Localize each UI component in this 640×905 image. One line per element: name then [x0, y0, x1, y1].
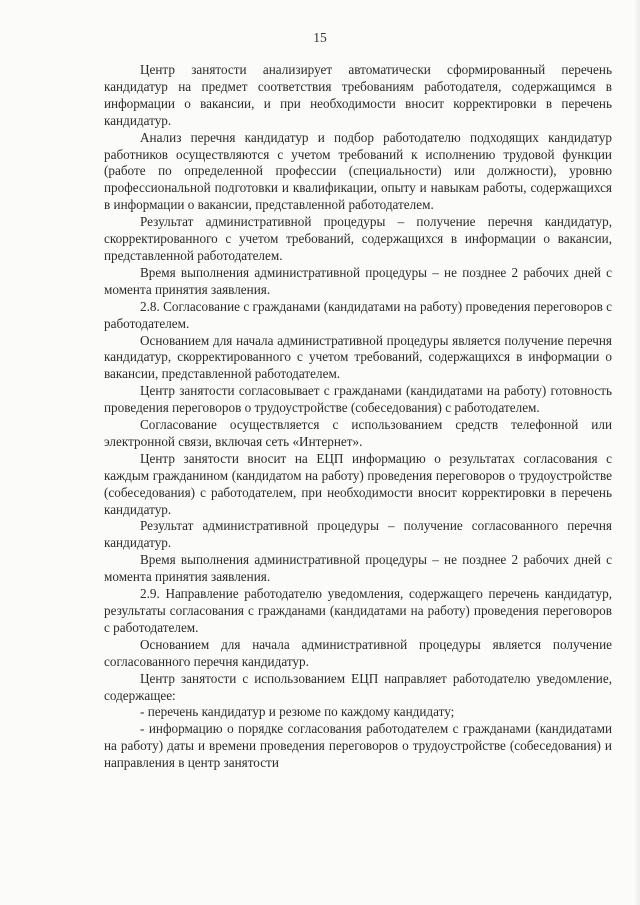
- paragraph-3: Результат административной процедуры – получение перечня кандидатур, скорректированного с учетом требований, содержащихся в информации о вакансии, представленной работодателем.: [104, 214, 612, 263]
- paragraph-9: Центр занятости вносит на ЕЦП информацию о результатах согласования с каждым гражданином (кандидатом на работу) проведения переговоров о трудоустройстве (собеседования) с работодателем, при необходимости вносит корректировки в перечень кандидатур.: [104, 450, 612, 517]
- paragraph-1: Центр занятости анализирует автоматически сформированный перечень кандидатур на предмет соответствия требованиям работодателя, содержащимся в информации о вакансии, и при необходимости вносит корректировки в перечень кандидатур.: [104, 62, 612, 128]
- paragraph-6: Основанием для начала административной процедуры является получение перечня кандидатур, скорректированного с учетом требований, содержащихся в информации о вакансии, представленной работодателем.: [104, 332, 612, 382]
- scan-edge-shadow: [634, 0, 640, 905]
- paragraph-11: Время выполнения административной процедуры – не позднее 2 рабочих дней с момента принятия заявления.: [104, 552, 612, 585]
- section-2-8-heading: 2.8. Согласование с гражданами (кандидатами на работу) проведения переговоров с работодателем.: [104, 298, 612, 331]
- section-2-9-heading: 2.9. Направление работодателю уведомления, содержащего перечень кандидатур, результаты согласования с гражданами (кандидатами на работу) проведения переговоров с работодателем.: [104, 586, 612, 635]
- page-number: 15: [313, 30, 327, 45]
- list-item-1: - перечень кандидатур и резюме по каждому кандидату;: [140, 704, 455, 720]
- paragraph-4: Время выполнения административной процедуры – не позднее 2 рабочих дней с момента принятия заявления.: [104, 264, 612, 297]
- document-body: [104, 62, 612, 772]
- paragraph-13: Основанием для начала административной процедуры является получение согласованного перечня кандидатур.: [104, 636, 612, 669]
- list-item-2: - информацию о порядке согласования работодателем с гражданами (кандидатами на работу) даты и времени проведения переговоров о трудоустройстве (собеседования) и направления в центр занятости: [104, 721, 612, 771]
- paragraph-7: Центр занятости согласовывает с гражданами (кандидатами на работу) готовность проведения переговоров о трудоустройстве (собеседования) с работодателем.: [104, 383, 612, 416]
- paragraph-8: Согласование осуществляется с использованием средств телефонной или электронной связи, включая сеть «Интернет».: [104, 417, 612, 449]
- paragraph-2: Анализ перечня кандидатур и подбор работодателю подходящих кандидатур работников осуществляются с учетом требований к исполнению трудовой функции (работе по определенной профессии (специальности) или должности), уровню профессиональной подготовки и квалификации, опыту и навыкам работы, содержащихся в информации о вакансии, представленной работодателем.: [104, 129, 612, 213]
- paragraph-14: Центр занятости с использованием ЕЦП направляет работодателю уведомление, содержащее:: [104, 670, 612, 703]
- paragraph-10: Результат административной процедуры – получение согласованного перечня кандидатур.: [104, 518, 612, 551]
